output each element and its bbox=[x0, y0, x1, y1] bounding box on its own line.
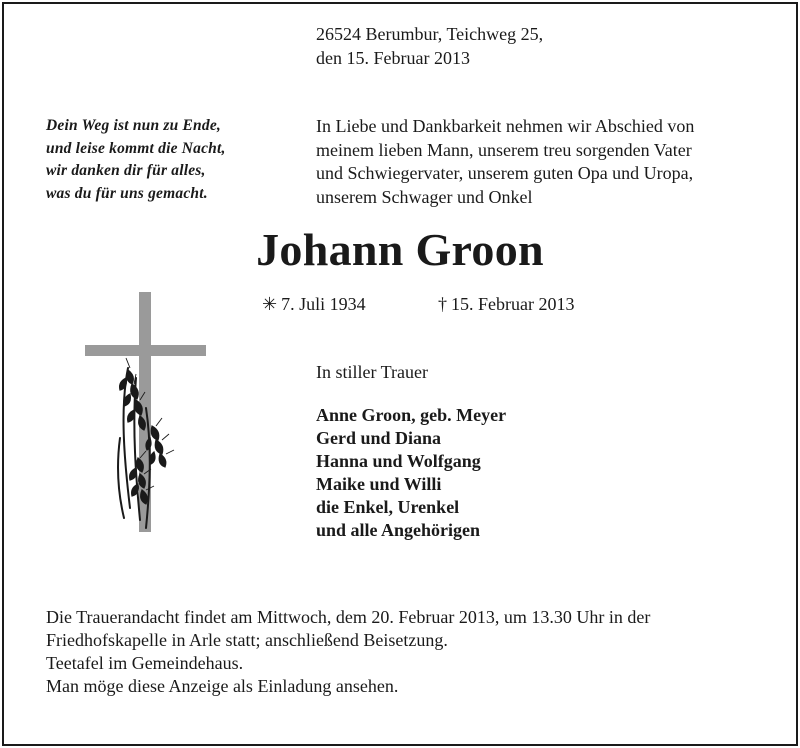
note-line: Teetafel im Gemeindehaus. bbox=[46, 653, 244, 673]
poem-line: was du für uns gemacht. bbox=[46, 184, 208, 202]
birth-date bbox=[262, 292, 366, 316]
note-line: Die Trauerandacht findet am Mittwoch, dem 20. Februar 2013, um 13.30 Uhr in der bbox=[46, 607, 651, 627]
address-block bbox=[316, 22, 543, 70]
mourner: Anne Groon, geb. Meyer bbox=[316, 405, 507, 425]
poem-line: wir danken dir für alles, bbox=[46, 162, 206, 179]
intro-line: In Liebe und Dankbarkeit nehmen wir Abschied von bbox=[316, 116, 695, 136]
date-line: den 15. Februar 2013 bbox=[316, 48, 470, 68]
mourners-list bbox=[316, 404, 506, 542]
mourner: Gerd und Diana bbox=[316, 428, 442, 448]
birth-date-text: 7. Juli 1934 bbox=[281, 294, 366, 314]
intro-line: meinem lieben Mann, unserem treu sorgenden Vater bbox=[316, 139, 692, 160]
mourner: die Enkel, Urenkel bbox=[316, 497, 460, 517]
poem-line: Dein Weg ist nun zu Ende, bbox=[46, 117, 221, 134]
mourner: Maike und Willi bbox=[316, 474, 442, 494]
intro-text bbox=[316, 115, 694, 209]
cross-with-wheat-icon bbox=[80, 288, 215, 543]
note-line: Friedhofskapelle in Arle statt; anschließend Beisetzung. bbox=[46, 630, 448, 650]
poem-block bbox=[46, 115, 226, 205]
mourner: und alle Angehörigen bbox=[316, 520, 481, 540]
poem-line: und leise kommt die Nacht, bbox=[46, 139, 226, 157]
death-date bbox=[438, 292, 574, 316]
deceased-name: Johann Groon bbox=[256, 224, 544, 275]
death-cross-icon: † bbox=[438, 294, 447, 314]
mourner: Hanna und Wolfgang bbox=[316, 451, 481, 471]
intro-line: und Schwiegervater, unserem guten Opa und Uropa, bbox=[316, 163, 694, 183]
service-notes bbox=[46, 606, 650, 698]
death-date-text: 15. Februar 2013 bbox=[451, 294, 575, 314]
mourning-line: In stiller Trauer bbox=[316, 362, 428, 382]
address-line: 26524 Berumbur, Teichweg 25, bbox=[316, 24, 544, 44]
note-line: Man möge diese Anzeige als Einladung ansehen. bbox=[46, 676, 399, 696]
birth-star-icon: ✳ bbox=[262, 294, 278, 314]
intro-line: unserem Schwager und Onkel bbox=[316, 186, 533, 207]
